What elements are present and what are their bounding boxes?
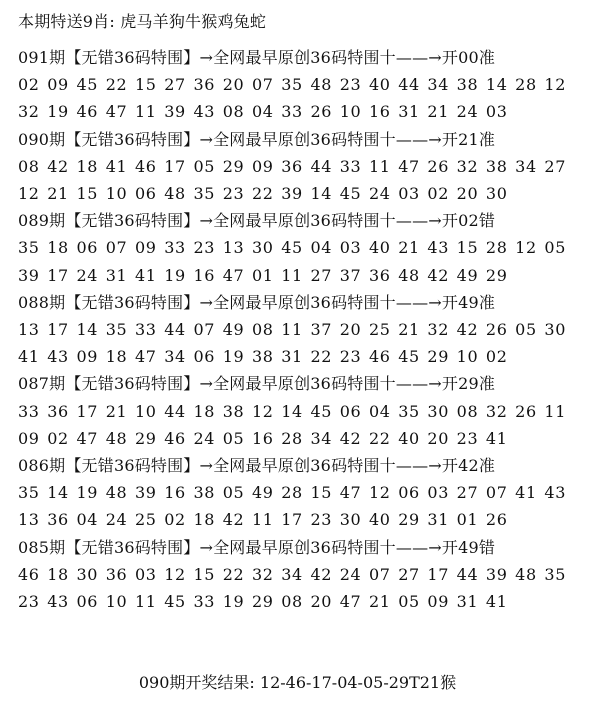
number-row: 32 19 46 47 11 39 43 08 04 33 26 10 16 31 21 24 03 bbox=[18, 102, 508, 121]
record-title: 086期【无错36码特围】→全网最早原创36码特围十——→开42准 bbox=[18, 456, 496, 475]
draw-result-line: 090期开奖结果: 12-46-17-04-05-29T21猴 bbox=[138, 673, 457, 692]
number-row: 35 14 19 48 39 16 38 05 49 28 15 47 12 06 03 27 07 41 43 bbox=[18, 483, 566, 502]
number-row: 13 36 04 24 25 02 18 42 11 17 23 30 40 29 31 01 26 bbox=[18, 510, 508, 529]
header-line: 本期特送9肖: 虎马羊狗牛猴鸡兔蛇 bbox=[18, 12, 267, 31]
number-row: 39 17 24 31 41 19 16 47 01 11 27 37 36 48 42 49 29 bbox=[18, 266, 508, 285]
record-title: 089期【无错36码特围】→全网最早原创36码特围十——→开02错 bbox=[18, 211, 496, 230]
number-row: 33 36 17 21 10 44 18 38 12 14 45 06 04 35 30 08 32 26 11 bbox=[18, 402, 566, 421]
number-row: 13 17 14 35 33 44 07 49 08 11 37 20 25 21 32 42 26 05 30 bbox=[18, 320, 566, 339]
record-title: 091期【无错36码特围】→全网最早原创36码特围十——→开00准 bbox=[18, 48, 496, 67]
number-row: 08 42 18 41 46 17 05 29 09 36 44 33 11 47 26 32 38 34 27 bbox=[18, 157, 566, 176]
number-row: 09 02 47 48 29 46 24 05 16 28 34 42 22 40 20 23 41 bbox=[18, 429, 508, 448]
number-row: 12 21 15 10 06 48 35 23 22 39 14 45 24 03 02 20 30 bbox=[18, 184, 508, 203]
number-row: 46 18 30 36 03 12 15 22 32 34 42 24 07 27 17 44 39 48 35 bbox=[18, 565, 566, 584]
record-title: 085期【无错36码特围】→全网最早原创36码特围十——→开49错 bbox=[18, 538, 496, 557]
number-row: 41 43 09 18 47 34 06 19 38 31 22 23 46 45 29 10 02 bbox=[18, 347, 508, 366]
record-title: 087期【无错36码特围】→全网最早原创36码特围十——→开29准 bbox=[18, 374, 496, 393]
record-title: 088期【无错36码特围】→全网最早原创36码特围十——→开49准 bbox=[18, 293, 496, 312]
number-row: 02 09 45 22 15 27 36 20 07 35 48 23 40 44 34 38 14 28 12 bbox=[18, 75, 566, 94]
record-title: 090期【无错36码特围】→全网最早原创36码特围十——→开21准 bbox=[18, 130, 496, 149]
number-row: 35 18 06 07 09 33 23 13 30 45 04 03 40 21 43 15 28 12 05 bbox=[18, 238, 566, 257]
number-row: 23 43 06 10 11 45 33 19 29 08 20 47 21 05 09 31 41 bbox=[18, 592, 508, 611]
